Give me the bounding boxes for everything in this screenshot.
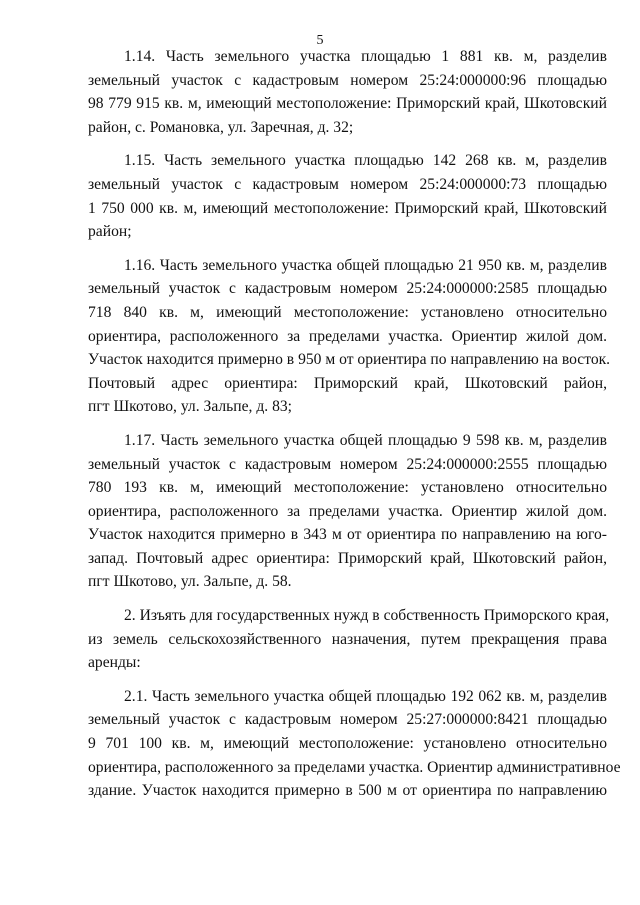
text-line: 2. Изъять для государственных нужд в собственность Приморского края,	[124, 607, 610, 625]
text-line: земельный участок с кадастровым номером 25:24:000000:2585 площадью	[88, 280, 607, 298]
text-line: район;	[88, 223, 132, 241]
text-line: из земель сельскохозяйственного назначения, путем прекращения права	[88, 630, 607, 648]
paragraph-2	[88, 604, 610, 675]
text-line: ориентира, расположенного за пределами участка. Ориентир жилой дом.	[88, 502, 607, 520]
text-line: 1.16. Часть земельного участка общей площадью 21 950 кв. м, разделив	[124, 256, 607, 274]
paragraph-2-1	[88, 685, 621, 803]
paragraph-1-16	[88, 254, 611, 419]
text-line: пгт Шкотово, ул. Зальпе, д. 58.	[88, 573, 292, 591]
text-line: ориентира, расположенного за пределами участка. Ориентир административное	[88, 758, 621, 776]
document-body	[88, 45, 621, 803]
text-line: 1.15. Часть земельного участка площадью 142 268 кв. м, разделив	[124, 152, 607, 170]
text-line: Участок находится примерно в 950 м от ориентира по направлению на восток.	[88, 351, 611, 369]
paragraph-1-17	[88, 429, 607, 594]
text-line: 1.17. Часть земельного участка общей площадью 9 598 кв. м, разделив	[124, 431, 607, 449]
paragraph-1-15	[88, 149, 607, 243]
text-line: земельный участок с кадастровым номером 25:24:000000:96 площадью	[88, 71, 607, 89]
text-line: 9 701 100 кв. м, имеющий местоположение: установлено относительно	[88, 735, 607, 753]
text-line: земельный участок с кадастровым номером 25:24:000000:73 площадью	[88, 175, 607, 193]
text-line: Участок находится примерно в 343 м от ориентира по направлению на юго-	[88, 526, 607, 544]
text-line: 2.1. Часть земельного участка общей площадью 192 062 кв. м, разделив	[124, 687, 607, 705]
text-line: здание. Участок находится примерно в 500 м от ориентира по направлению	[88, 782, 607, 800]
text-line: земельный участок с кадастровым номером 25:24:000000:2555 площадью	[88, 455, 607, 473]
text-line: 1 750 000 кв. м, имеющий местоположение: Приморский край, Шкотовский	[88, 199, 607, 217]
text-line: аренды:	[88, 654, 141, 672]
text-line: 1.14. Часть земельного участка площадью 1 881 кв. м, разделив	[124, 48, 607, 65]
text-line: пгт Шкотово, ул. Зальпе, д. 83;	[88, 398, 292, 416]
text-line: запад. Почтовый адрес ориентира: Приморский край, Шкотовский район,	[88, 549, 607, 567]
text-line: район, с. Романовка, ул. Заречная, д. 32;	[88, 118, 354, 136]
text-line: земельный участок с кадастровым номером 25:27:000000:8421 площадью	[88, 711, 607, 729]
text-line: 780 193 кв. м, имеющий местоположение: установлено относительно	[88, 479, 607, 497]
text-line: 98 779 915 кв. м, имеющий местоположение: Приморский край, Шкотовский	[88, 95, 607, 113]
page-number: 5	[316, 33, 324, 48]
text-line: Почтовый адрес ориентира: Приморский край, Шкотовский район,	[88, 374, 607, 392]
text-line: 718 840 кв. м, имеющий местоположение: установлено относительно	[88, 303, 607, 321]
paragraph-1-14	[88, 45, 607, 139]
text-line: ориентира, расположенного за пределами участка. Ориентир жилой дом.	[88, 327, 607, 345]
